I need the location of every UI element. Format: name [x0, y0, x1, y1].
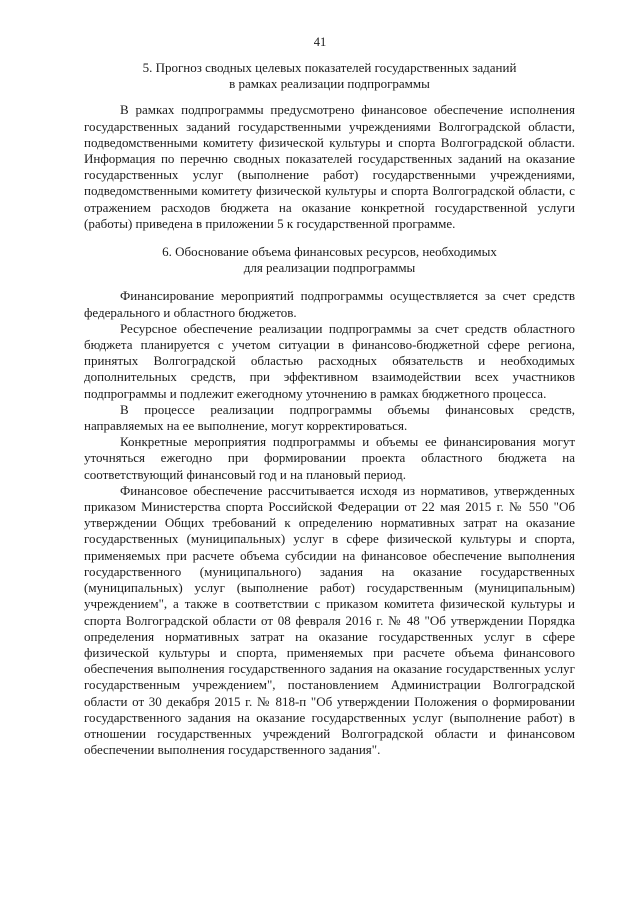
section-5-heading-line-1: 5. Прогноз сводных целевых показателей государственных заданий: [142, 60, 517, 75]
section-5-heading: [84, 60, 575, 92]
section-5-heading-line-2: в рамках реализации подпрограммы: [229, 76, 430, 92]
page-number: 41: [313, 35, 327, 49]
section-6-paragraph-4: Конкретные мероприятия подпрограммы и объемы ее финансирования могут уточняться ежегодно при формировании проекта областного бюджета на соответствующий финансовый год и на плановый период.: [84, 434, 575, 482]
section-6-paragraph-5: Финансовое обеспечение рассчитывается исходя из нормативов, утвержденных приказом Министерства спорта Российской Федерации от 22 мая 2015 г. № 550 "Об утверждении Общих требований к определению нормативных затрат на оказание государственных (муниципальных) услуг в сфере физической культуры и спорта, применяемых при расчете объема субсидии на финансовое обеспечение выполнения государственного (муниципального) задания на оказание государственных (муниципальных) услуг (выполнение работ) государственным (муниципальным) учреждением", а также в соответствии с приказом комитета физической культуры и спорта Волгоградской области от 08 февраля 2016 г. № 48 "Об утверждении Порядка определения нормативных затрат на оказание государственных услуг в сфере физической культуры и спорта, применяемых при расчете объема финансового обеспечения выполнения государственного задания на оказание государственных услуг государственным учреждением", постановлением Администрации Волгоградской области от 30 декабря 2015 г. № 818-п "Об утверждении Положения о формировании государственного задания на оказание государственных услуг (выполнение работ) в отношении государственных учреждений Волгоградской области и финансовом обеспечении выполнения государственного задания".: [84, 482, 575, 758]
section-6-heading: [84, 244, 575, 276]
section-5-paragraph-1: В рамках подпрограммы предусмотрено финансовое обеспечение исполнения государственных заданий государственными учреждениями Волгоградской области, подведомственными комитету физической культуры и спорта Волгоградской области. Информация по перечню сводных показателей государственных заданий на оказание государственных услуг (выполнение работ) государственными учреждениями, подведомственными комитету физической культуры и спорта Волгоградской области, с отражением расходов бюджета на оказание конкретной государственной услуги (работы) приведена в приложении 5 к государственной программе.: [84, 102, 575, 231]
section-6-paragraph-2: Ресурсное обеспечение реализации подпрограммы за счет средств областного бюджета планируется с учетом ситуации в финансово-бюджетной сфере региона, принятых Волгоградской областью расходных обязательств и необходимых дополнительных средств, при эффективном взаимодействии всех участников подпрограммы и подлежит ежегодному уточнению в рамках бюджетного процесса.: [84, 320, 575, 401]
section-6-heading-line-1: 6. Обоснование объема финансовых ресурсов, необходимых: [162, 244, 497, 260]
section-6-paragraph-3: В процессе реализации подпрограммы объемы финансовых средств, направляемых на ее выполнение, могут корректироваться.: [84, 401, 575, 434]
section-6-paragraph-1: Финансирование мероприятий подпрограммы осуществляется за счет средств федерального и областного бюджетов.: [84, 288, 575, 320]
document-body: [84, 60, 575, 758]
section-6-heading-line-2: для реализации подпрограммы: [243, 260, 416, 276]
